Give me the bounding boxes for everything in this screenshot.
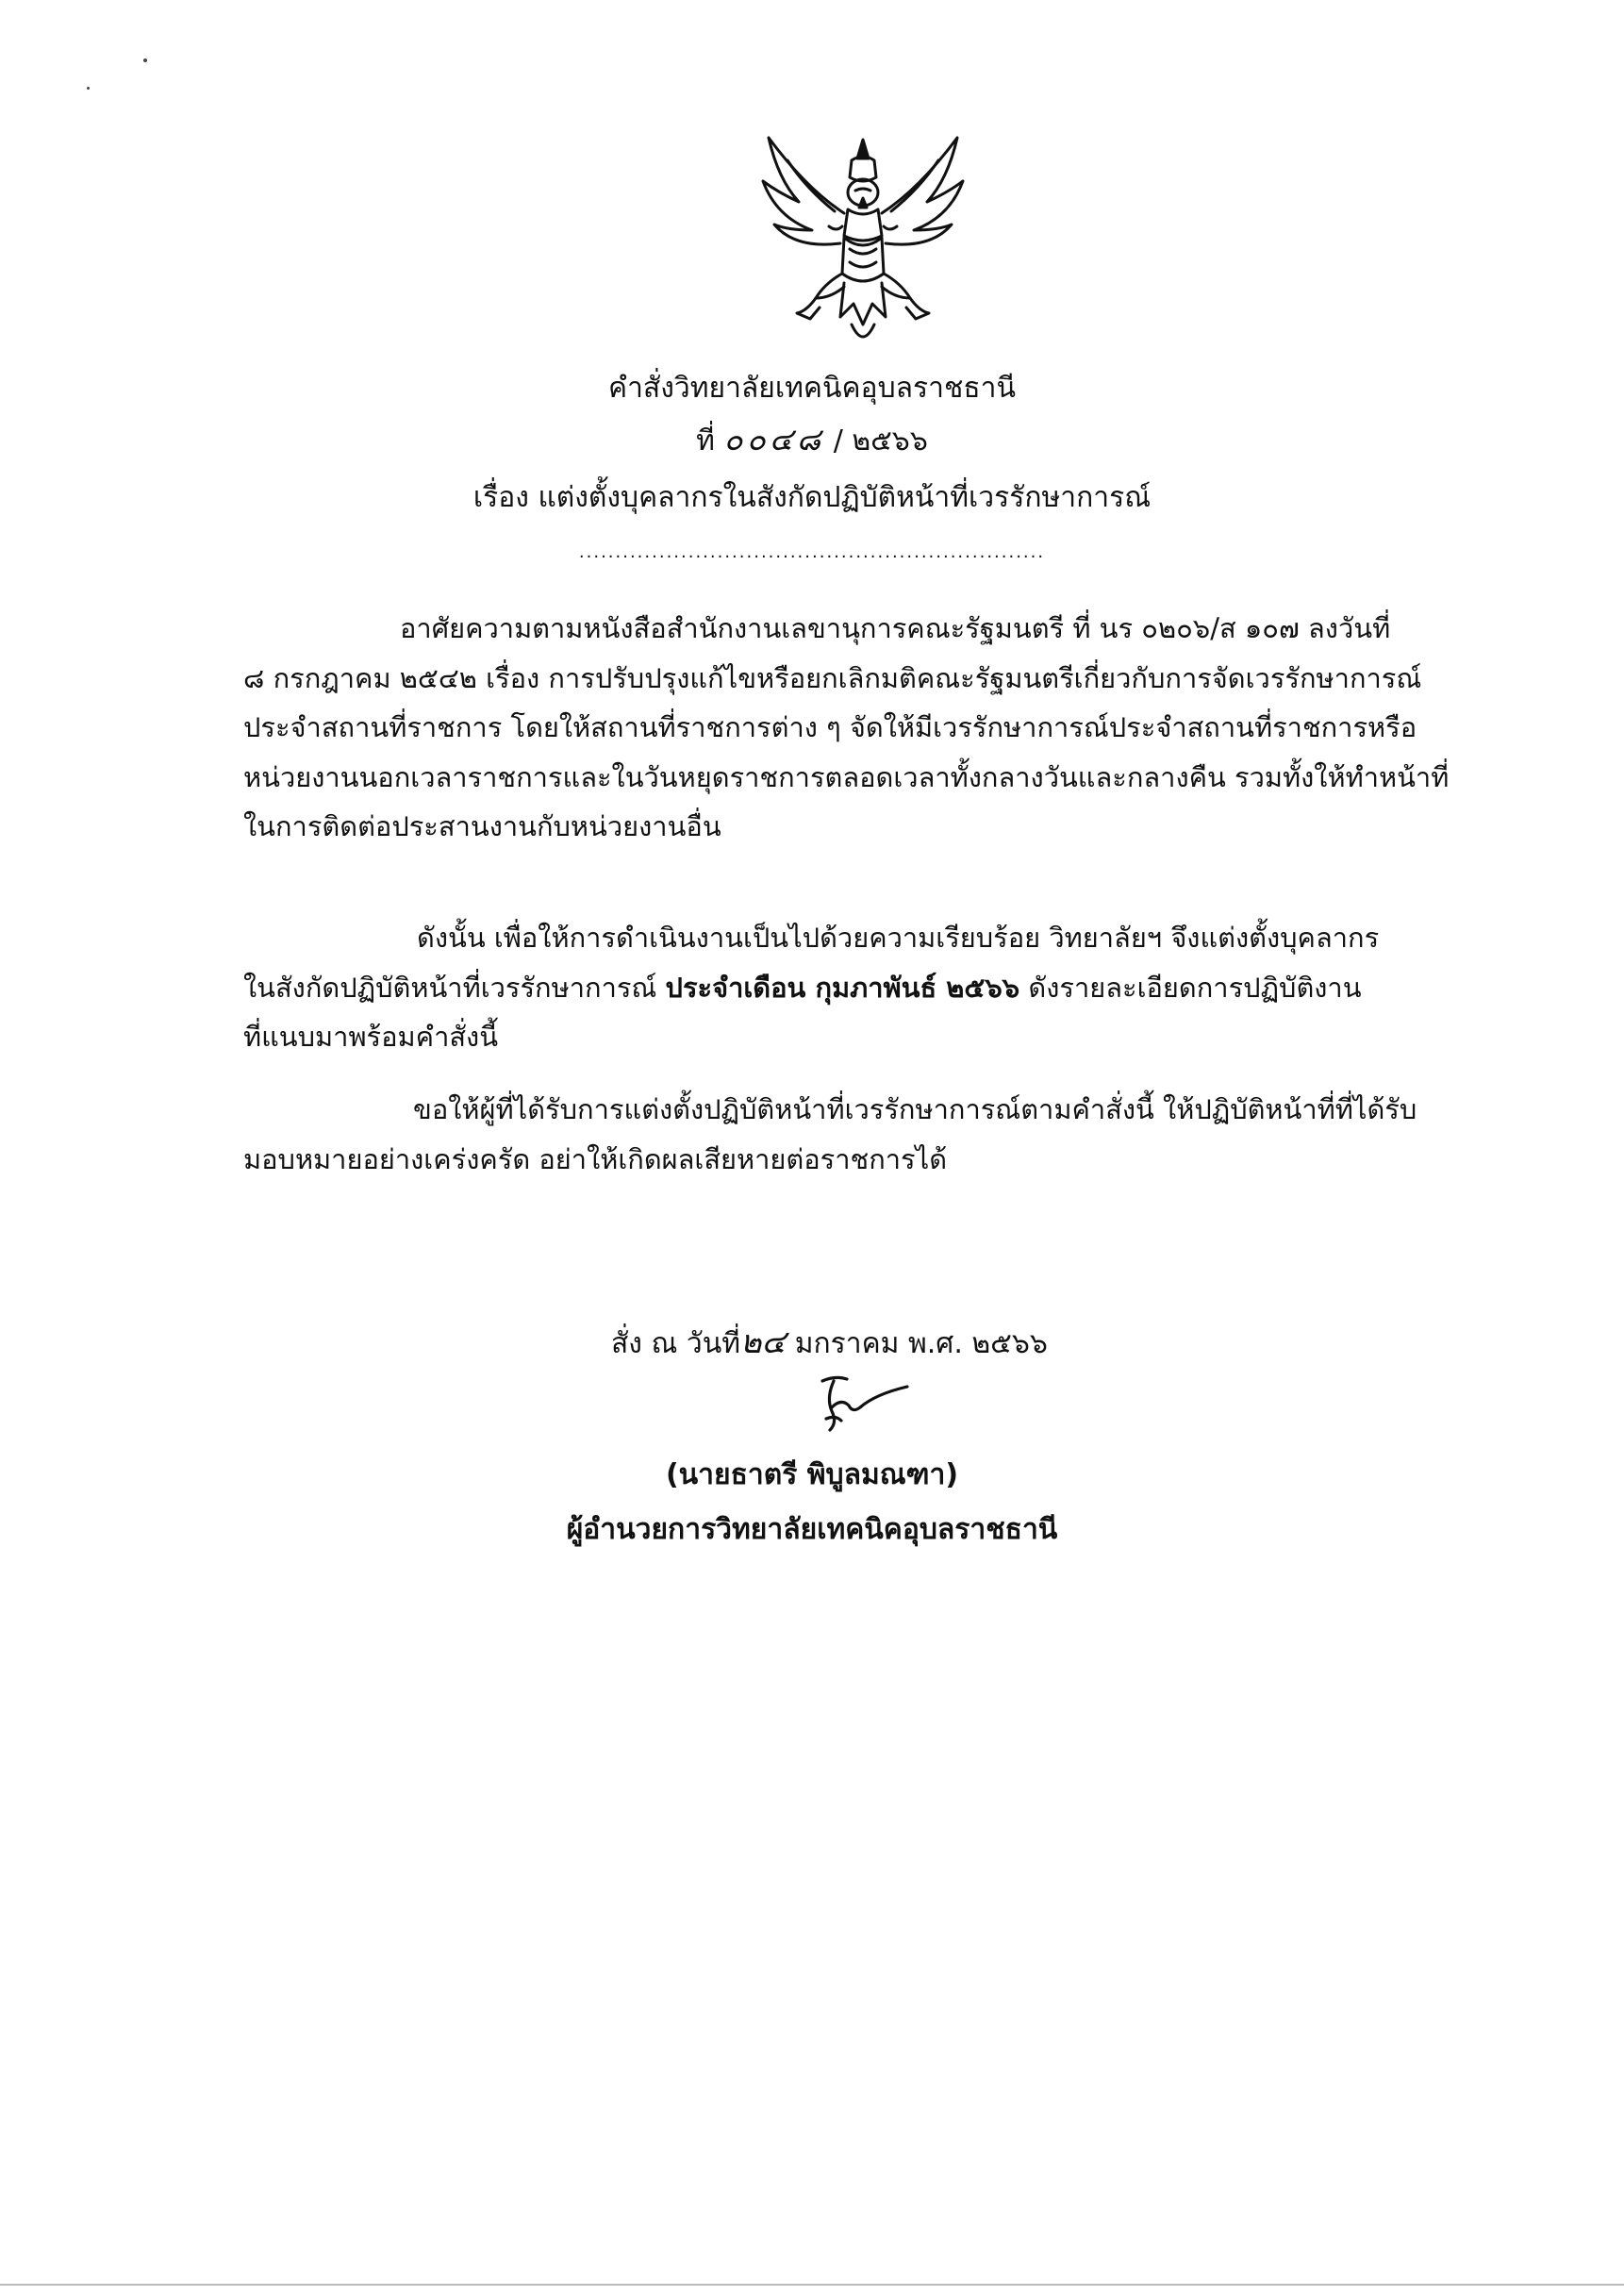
paragraph-line: ดังนั้น เพื่อให้การดำเนินงานเป็นไปด้วยความเรียบร้อย วิทยาลัยฯ จึงแต่งตั้งบุคลากร	[417, 922, 1380, 954]
separator-line: ................................................................	[578, 542, 1046, 562]
order-number	[0, 421, 1624, 460]
scan-speck	[87, 87, 90, 90]
paragraph-line	[243, 963, 1389, 1013]
order-number-handwritten: ๐๐๔๘	[723, 421, 825, 458]
document-subject: เรื่อง แต่งตั้งบุคลากรในสังกัดปฏิบัติหน้าที่เวรรักษาการณ์	[472, 481, 1152, 514]
paragraph-line: ที่แนบมาพร้อมคำสั่งนี้	[243, 1021, 499, 1053]
order-date-day-handwritten: ๒๔	[740, 1323, 787, 1361]
appointment-month: ประจำเดือน กุมภาพันธ์ ๒๕๖๖	[665, 971, 1020, 1004]
order-date	[611, 1316, 1048, 1367]
signatory-name: (นายธาตรี พิบูลมณฑา)	[665, 1458, 959, 1491]
handwritten-signature-icon	[809, 1370, 913, 1436]
paragraph-line: อาศัยความตามหนังสือสำนักงานเลขานุการคณะรัฐมนตรี ที่ นร ๐๒๐๖/ส ๑๐๗ ลงวันที่	[400, 612, 1391, 644]
scan-edge-line	[0, 2284, 1624, 2286]
signatory-position: ผู้อำนวยการวิทยาลัยเทคนิคอุบลราชธานี	[566, 1513, 1058, 1546]
paragraph-line: หน่วยงานนอกเวลาราชการและในวันหยุดราชการตลอดเวลาทั้งกลางวันและกลางคืน รวมทั้งให้ทำหน้าที่	[243, 760, 1450, 793]
appointment-text: ในสังกัดปฏิบัติหน้าที่เวรรักษาการณ์	[243, 971, 666, 1004]
order-number-prefix: ที่	[696, 424, 715, 458]
paragraph-authority	[243, 604, 1450, 852]
paragraph-line: ขอให้ผู้ที่ได้รับการแต่งตั้งปฏิบัติหน้าที่เวรรักษาการณ์ตามคำสั่งนี้ ให้ปฏิบัติหน้าที่ที่ได้รับ	[413, 1093, 1417, 1125]
order-date-prefix: สั่ง ณ วันที่	[611, 1327, 740, 1360]
paragraph-line: ในการติดต่อประสานงานกับหน่วยงานอื่น	[243, 810, 721, 842]
paragraph-line: มอบหมายอย่างเคร่งครัด อย่าให้เกิดผลเสียหายต่อราชการได้	[243, 1142, 948, 1175]
document-title: คำสั่งวิทยาลัยเทคนิคอุบลราชธานี	[608, 372, 1016, 405]
paragraph-line: ๘ กรกฎาคม ๒๕๔๒ เรื่อง การปรับปรุงแก้ไขหรือยกเลิกมติคณะรัฐมนตรีเกี่ยวกับการจัดเวรรักษาการณ์	[243, 661, 1422, 694]
scan-speck	[143, 58, 147, 62]
order-number-year: / ๒๕๖๖	[833, 424, 928, 458]
paragraph-line: ประจำสถานที่ราชการ โดยให้สถานที่ราชการต่าง ๆ จัดให้มีเวรรักษาการณ์ประจำสถานที่ราชการหรือ	[243, 711, 1417, 743]
garuda-emblem-icon	[750, 132, 976, 354]
paragraph-instruction	[243, 1085, 1417, 1184]
paragraph-appointment	[243, 913, 1389, 1062]
order-date-month-year: มกราคม พ.ศ. ๒๕๖๖	[786, 1327, 1048, 1360]
appointment-detail: ดังรายละเอียดการปฏิบัติงาน	[1019, 971, 1362, 1004]
